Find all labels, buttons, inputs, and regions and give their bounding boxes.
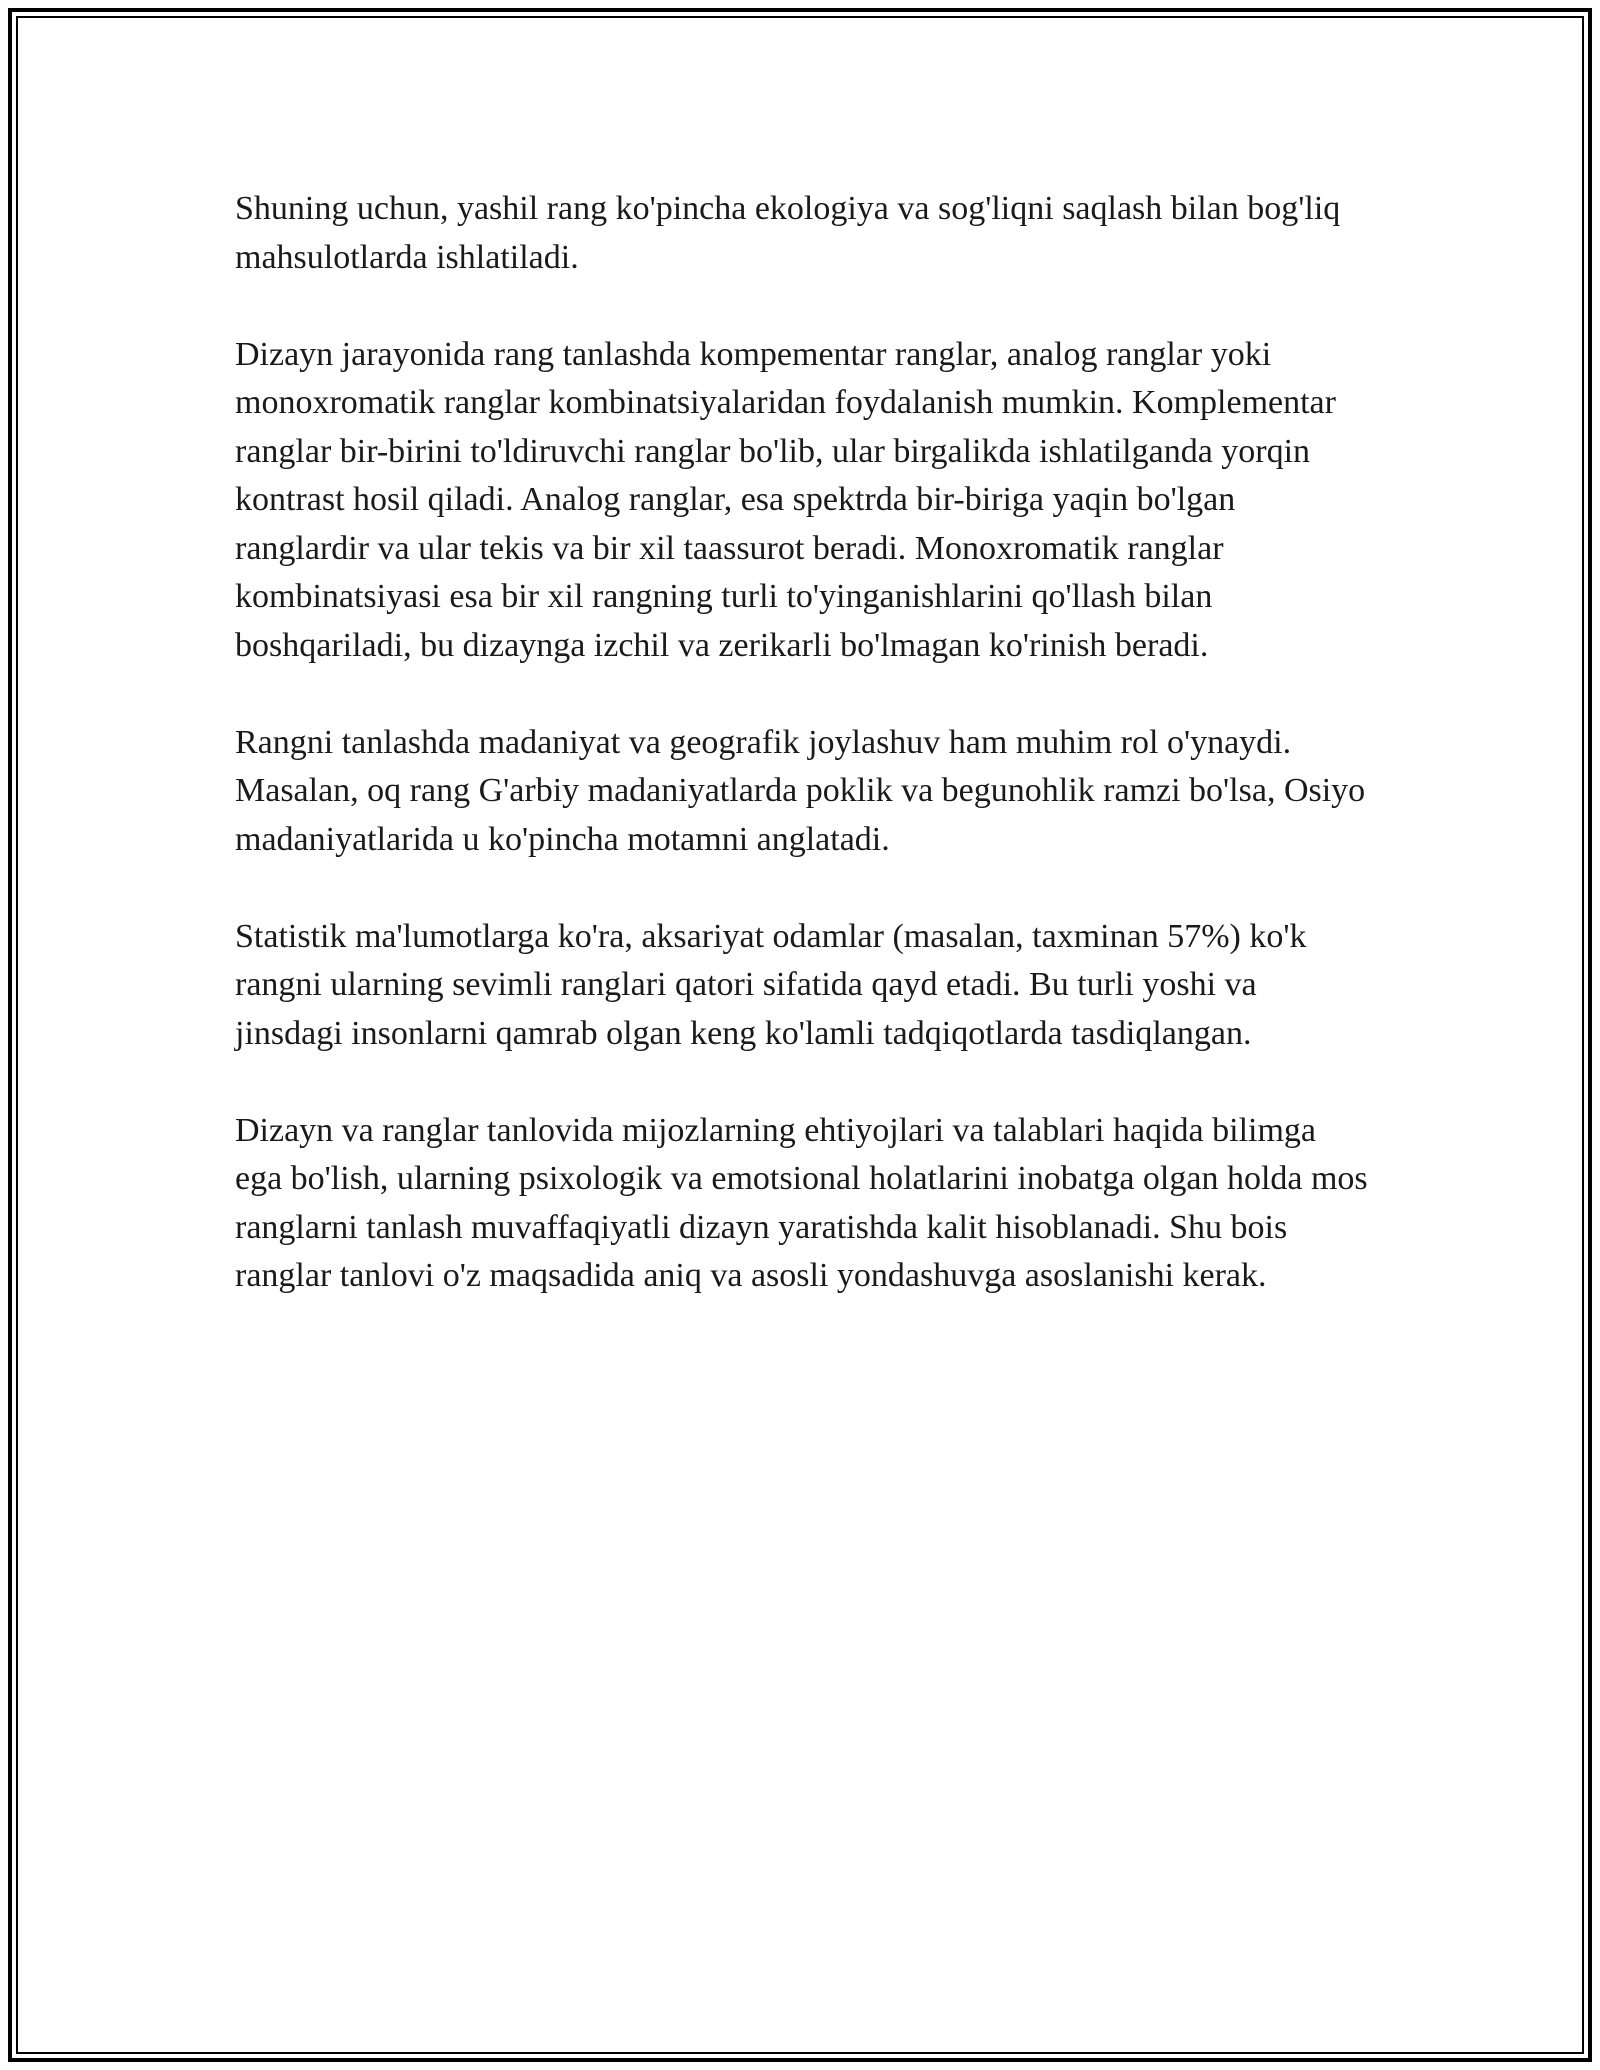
page-body	[235, 185, 1370, 1349]
paragraph-culture-geography: Rangni tanlashda madaniyat va geografik joylashuv ham muhim rol o'ynaydi. Masalan, oq rang G'arbiy madaniyatlarda poklik va begunohlik ramzi bo'lsa, Osiyo madaniyatlarida u ko'pincha motamni anglatadi.	[235, 723, 1366, 858]
paragraph-client-needs: Dizayn va ranglar tanlovida mijozlarning ehtiyojlari va talablari haqida bilimga ega bo'lish, ularning psixologik va emotsional holatlarini inobatga olgan holda mos ranglarni tanlash muvaffaqiyatli dizayn yaratishda kalit hisoblanadi. Shu bois ranglar tanlovi o'z maqsadida aniq va asosli yondashuvga asoslanishi kerak.	[235, 1111, 1368, 1294]
paragraph-color-combinations: Dizayn jarayonida rang tanlashda kompementar ranglar, analog ranglar yoki monoxromatik ranglar kombinatsiyalaridan foydalanish mumkin. Komplementar ranglar bir-birini to'ldiruvchi ranglar bo'lib, ular birgalikda ishlatilganda yorqin kontrast hosil qiladi. Analog ranglar, esa spektrda bir-biriga yaqin bo'lgan ranglardir va ular tekis va bir xil taassurot beradi. Monoxromatik ranglar kombinatsiyasi esa bir xil rangning turli to'yinganishlarini qo'llash bilan boshqariladi, bu dizaynga izchil va zerikarli bo'lmagan ko'rinish beradi.	[235, 335, 1336, 664]
paragraph-green-usage: Shuning uchun, yashil rang ko'pincha ekologiya va sog'liqni saqlash bilan bog'liq mahsulotlarda ishlatiladi.	[235, 190, 1341, 276]
paragraph-statistics: Statistik ma'lumotlarga ko'ra, aksariyat odamlar (masalan, taxminan 57%) ko'k rangni ularning sevimli ranglari qatori sifatida qayd etadi. Bu turli yoshi va jinsdagi insonlarni qamrab olgan keng ko'lamli tadqiqotlarda tasdiqlangan.	[235, 917, 1307, 1052]
